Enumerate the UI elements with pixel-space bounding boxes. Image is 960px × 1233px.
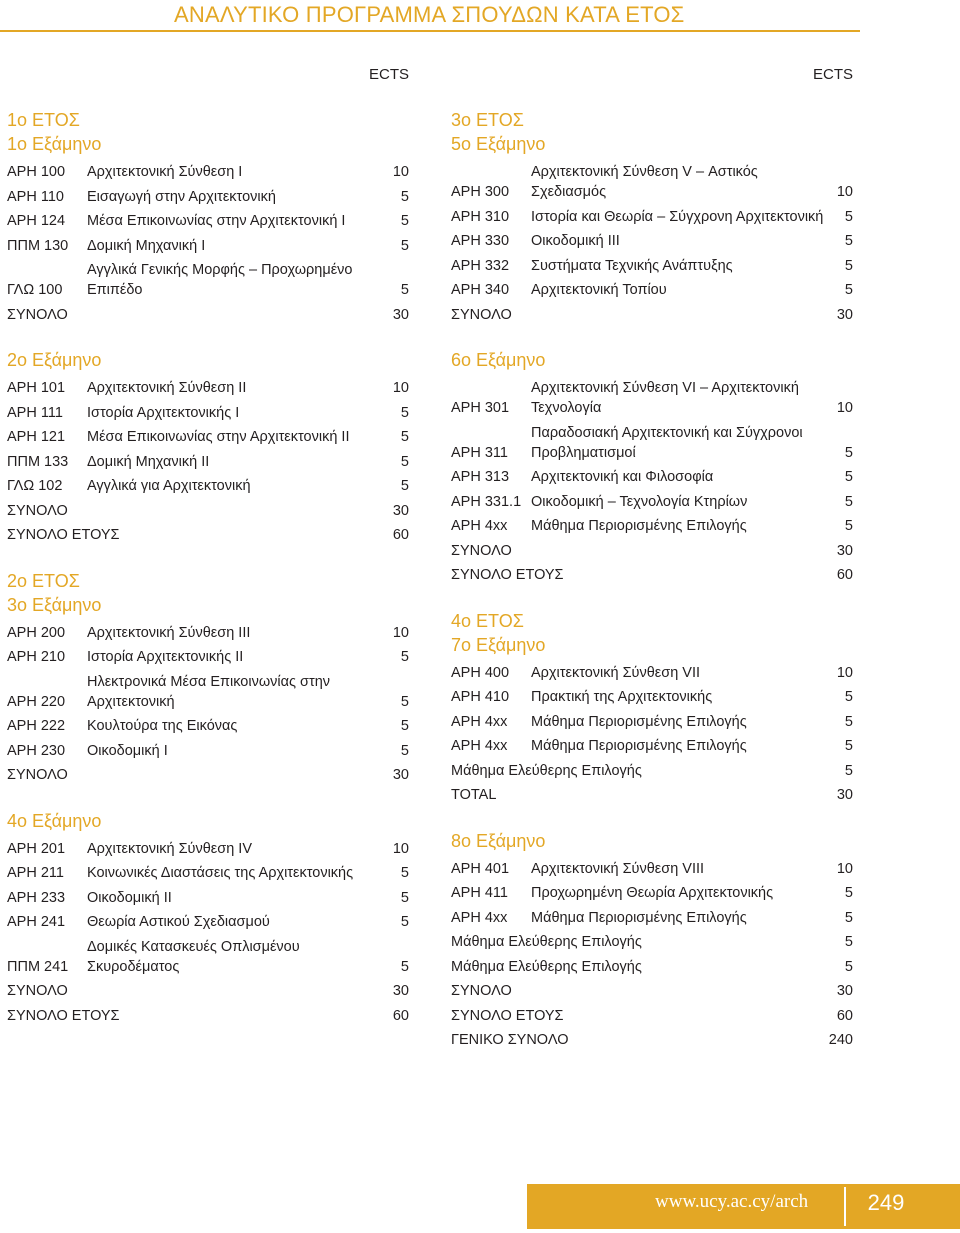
course-title: Δομικές Κατασκευές Οπλισμένου Σκυροδέματος: [87, 938, 300, 975]
course-code: ΑΡΗ 340: [451, 282, 510, 298]
course-row: [7, 474, 409, 499]
course-row: [7, 425, 409, 450]
course-code: ΑΡΗ 124: [7, 213, 66, 229]
course-row: [451, 661, 853, 686]
course-title: Μάθημα Περιορισμένης Επιλογής: [531, 518, 747, 534]
course-title: Μάθημα Περιορισμένης Επιλογής: [531, 713, 747, 730]
section-heading: 7ο Εξάμηνο: [451, 634, 546, 655]
course-title: Κουλτούρα της Εικόνας: [87, 718, 238, 734]
course-code: ΑΡΗ 121: [7, 429, 66, 445]
course-title: Αρχιτεκτονική Σύνθεση ΙΙΙ: [87, 624, 251, 641]
ects-value: 30: [392, 983, 409, 999]
section-heading: 5ο Εξάμηνο: [451, 134, 546, 154]
course-row: [451, 710, 853, 735]
left-column: [7, 108, 409, 1028]
course-title: Μάθημα Ελεύθερης Επιλογής: [451, 934, 642, 950]
course-code: ΓΛΩ 102: [7, 478, 63, 494]
ects-value: 5: [844, 885, 853, 901]
semester-section: [451, 609, 853, 808]
course-row: [451, 734, 853, 759]
course-title: Αρχιτεκτονική και Φιλοσοφία: [531, 469, 714, 485]
course-row: [7, 645, 409, 670]
course-code: ΑΡΗ 101: [7, 380, 66, 396]
ects-value: 30: [836, 787, 853, 803]
course-list: [7, 376, 409, 548]
section-heading: 3ο ΕΤΟΣ: [451, 110, 524, 130]
course-list: [7, 621, 409, 788]
course-row: [451, 490, 853, 515]
ects-value: 5: [844, 282, 853, 298]
ects-header-right: ECTS: [812, 66, 853, 83]
course-title: Αρχιτεκτονική Σύνθεση VΙΙΙ: [531, 860, 705, 877]
semester-section: [7, 348, 409, 548]
ects-value: 30: [836, 542, 853, 559]
course-title: Αρχιτεκτονική Σύνθεση ΙV: [87, 840, 253, 857]
ects-value: 5: [844, 738, 853, 754]
course-title: Αρχιτεκτονική Τοπίου: [531, 282, 667, 298]
ects-value: 5: [400, 429, 409, 445]
course-title: Οικοδομική ΙΙΙ: [531, 233, 620, 249]
ects-value: 60: [392, 527, 409, 543]
course-code: ΑΡΗ 210: [7, 649, 66, 665]
semester-section: [451, 348, 853, 588]
ects-value: 30: [392, 767, 409, 783]
total-label: ΣΥΝΟΛΟ ΕΤΟΥΣ: [451, 1007, 564, 1024]
ects-value: 5: [400, 865, 409, 881]
total-row: [7, 523, 409, 548]
ects-value: 5: [400, 237, 409, 254]
title-rule: [0, 30, 860, 32]
course-row: [7, 910, 409, 935]
ects-value: 5: [400, 213, 409, 229]
course-code: ΠΠΜ 130: [7, 237, 69, 254]
ects-value: 30: [392, 306, 409, 323]
course-title: Αγγλικά για Αρχιτεκτονική: [87, 478, 251, 494]
course-row: [7, 160, 409, 185]
course-row: [451, 955, 853, 980]
ects-value: 5: [844, 444, 853, 461]
total-row: [7, 979, 409, 1004]
ects-value: 5: [844, 233, 853, 249]
section-heading: 2ο ΕΤΟΣ: [7, 570, 80, 591]
course-code: ΑΡΗ 110: [7, 188, 64, 205]
course-list: [451, 160, 853, 327]
course-title: Μάθημα Περιορισμένης Επιλογής: [531, 909, 747, 926]
section-heading: 4ο ΕΤΟΣ: [451, 610, 524, 631]
course-row: [7, 861, 409, 886]
total-label: ΣΥΝΟΛΟ: [451, 983, 512, 999]
ects-value: 10: [836, 860, 853, 877]
total-row: [451, 783, 853, 808]
course-code: ΑΡΗ 211: [7, 865, 64, 881]
total-label: ΓΕΝΙΚΟ ΣΥΝΟΛΟ: [451, 1032, 569, 1048]
ects-value: 5: [400, 649, 409, 665]
course-code: ΑΡΗ 310: [451, 208, 510, 225]
course-row: [451, 881, 853, 906]
course-code: ΑΡΗ 401: [451, 860, 510, 877]
course-row: [451, 254, 853, 279]
course-title: Εισαγωγή στην Αρχιτεκτονική: [87, 188, 276, 205]
course-list: [451, 661, 853, 808]
course-title: Πρακτική της Αρχιτεκτονικής: [531, 689, 713, 705]
section-heading: 6ο Εξάμηνο: [451, 350, 546, 370]
course-title: Αρχιτεκτονική Σύνθεση V – Αστικός Σχεδιασμός: [531, 164, 758, 200]
course-title: Κοινωνικές Διαστάσεις της Αρχιτεκτονικής: [87, 865, 354, 881]
course-title: Αρχιτεκτονική Σύνθεση Ι: [87, 164, 243, 180]
ects-value: 30: [392, 502, 409, 519]
ects-value: 5: [400, 914, 409, 930]
total-row: [7, 499, 409, 524]
course-row: [451, 514, 853, 539]
total-row: [7, 763, 409, 788]
total-row: [451, 539, 853, 564]
course-title: Μάθημα Ελεύθερης Επιλογής: [451, 762, 642, 779]
ects-value: 60: [392, 1007, 409, 1024]
ects-value: 30: [836, 983, 853, 999]
semester-section: [7, 108, 409, 327]
semester-section: [451, 108, 853, 327]
course-code: ΑΡΗ 4xx: [451, 909, 508, 926]
course-row: [451, 205, 853, 230]
course-title: Δομική Μηχανική ΙΙ: [87, 453, 210, 470]
ects-value: 5: [400, 718, 409, 734]
ects-value: 5: [400, 889, 409, 906]
ects-value: 5: [844, 689, 853, 705]
course-row: [7, 714, 409, 739]
course-code: ΑΡΗ 4xx: [451, 518, 508, 534]
ects-value: 5: [844, 934, 853, 950]
course-row: [451, 421, 853, 466]
total-row: [7, 1004, 409, 1029]
course-row: [7, 401, 409, 426]
ects-value: 30: [836, 306, 853, 323]
course-title: Ιστορία Αρχιτεκτονικής ΙΙ: [87, 649, 244, 665]
ects-value: 10: [392, 840, 409, 857]
total-label: ΣΥΝΟΛΟ: [7, 306, 68, 323]
course-title: Μάθημα Περιορισμένης Επιλογής: [531, 738, 747, 754]
ects-value: 10: [836, 184, 853, 200]
course-row: [7, 886, 409, 911]
ects-value: 5: [400, 404, 409, 421]
section-heading: 4ο Εξάμηνο: [7, 810, 102, 831]
ects-value: 5: [844, 713, 853, 730]
ects-value: 60: [836, 567, 853, 583]
semester-section: [7, 569, 409, 788]
course-code: ΑΡΗ 111: [7, 404, 63, 421]
section-heading: 1ο Εξάμηνο: [7, 134, 102, 154]
course-row: [7, 739, 409, 764]
course-row: [7, 185, 409, 210]
ects-value: 5: [844, 909, 853, 926]
course-title: Οικοδομική ΙΙ: [87, 889, 172, 906]
ects-value: 5: [844, 958, 853, 975]
course-list: [7, 160, 409, 327]
section-heading: 1ο ΕΤΟΣ: [7, 110, 80, 130]
course-code: ΓΛΩ 100: [7, 282, 63, 298]
course-row: [451, 229, 853, 254]
total-label: ΣΥΝΟΛΟ: [7, 983, 68, 999]
ects-value: 5: [844, 469, 853, 485]
total-row: [451, 1004, 853, 1029]
course-title: Αγγλικά Γενικής Μορφής – Προχωρημένο Επιπέδο: [87, 262, 353, 298]
ects-header-left: ECTS: [368, 66, 409, 83]
course-title: Αρχιτεκτονική Σύνθεση ΙΙ: [87, 380, 247, 396]
course-title: Οικοδομική – Τεχνολογία Κτηρίων: [531, 493, 748, 510]
course-code: ΠΠΜ 241: [7, 958, 69, 975]
right-column: [451, 108, 853, 1053]
course-row: [7, 621, 409, 646]
course-code: ΑΡΗ 410: [451, 689, 510, 705]
course-code: ΑΡΗ 222: [7, 718, 66, 734]
ects-value: 10: [392, 624, 409, 641]
course-code: ΑΡΗ 313: [451, 469, 510, 485]
section-heading: 3ο Εξάμηνο: [7, 594, 102, 615]
ects-value: 60: [836, 1007, 853, 1024]
ects-value: 5: [844, 493, 853, 510]
ects-value: 10: [392, 164, 409, 180]
semester-section: [451, 829, 853, 1053]
course-code: ΑΡΗ 230: [7, 742, 66, 759]
course-row: [451, 465, 853, 490]
course-title: Παραδοσιακή Αρχιτεκτονική και Σύγχρονοι Προβληματισμοί: [531, 424, 803, 461]
ects-value: 5: [400, 478, 409, 494]
course-title: Μάθημα Ελεύθερης Επιλογής: [451, 958, 642, 975]
section-heading: 8ο Εξάμηνο: [451, 830, 546, 851]
course-code: ΑΡΗ 4xx: [451, 713, 508, 730]
ects-value: 5: [844, 208, 853, 225]
total-label: ΣΥΝΟΛΟ: [7, 502, 68, 519]
course-code: ΑΡΗ 100: [7, 164, 66, 180]
ects-value: 5: [844, 518, 853, 534]
course-row: [7, 935, 409, 980]
section-heading: 2ο Εξάμηνο: [7, 350, 102, 370]
course-row: [7, 234, 409, 259]
course-code: ΑΡΗ 201: [7, 840, 66, 857]
total-label: ΣΥΝΟΛΟ: [7, 767, 68, 783]
ects-value: 10: [392, 380, 409, 396]
course-code: ΑΡΗ 400: [451, 664, 510, 681]
course-row: [7, 670, 409, 715]
course-title: Μέσα Επικοινωνίας στην Αρχιτεκτονική ΙΙ: [87, 429, 350, 445]
course-title: Ιστορία και Θεωρία – Σύγχρονη Αρχιτεκτονική: [531, 208, 824, 225]
course-row: [451, 759, 853, 784]
course-title: Οικοδομική Ι: [87, 742, 168, 759]
page-title: ΑΝΑΛΥΤΙΚΟ ΠΡΟΓΡΑΜΜΑ ΣΠΟΥΔΩΝ ΚΑΤΑ ΕΤΟΣ: [174, 2, 685, 27]
course-code: ΑΡΗ 332: [451, 257, 510, 274]
course-row: [451, 857, 853, 882]
course-title: Αρχιτεκτονική Σύνθεση VΙ – Αρχιτεκτονική Τεχνολογία: [531, 380, 799, 416]
ects-value: 5: [844, 257, 853, 274]
ects-value: 5: [400, 693, 409, 710]
course-row: [451, 160, 853, 205]
course-code: ΑΡΗ 4xx: [451, 738, 508, 754]
footer-url[interactable]: www.ucy.ac.cy/arch: [655, 1191, 809, 1212]
course-row: [451, 685, 853, 710]
course-title: Δομική Μηχανική Ι: [87, 237, 206, 254]
course-code: ΑΡΗ 331.1: [451, 493, 522, 510]
ects-value: 240: [828, 1032, 853, 1048]
course-list: [7, 837, 409, 1029]
total-label: ΣΥΝΟΛΟ: [451, 306, 512, 323]
ects-value: 5: [400, 282, 409, 298]
course-code: ΑΡΗ 301: [451, 400, 510, 416]
course-row: [451, 906, 853, 931]
course-code: ΑΡΗ 241: [7, 914, 66, 930]
total-row: [451, 303, 853, 328]
total-label: ΣΥΝΟΛΟ: [451, 542, 512, 559]
total-row: [451, 563, 853, 588]
course-row: [7, 450, 409, 475]
total-label: ΣΥΝΟΛΟ ΕΤΟΥΣ: [451, 567, 564, 583]
total-label: TOTAL: [451, 787, 497, 803]
ects-value: 10: [836, 664, 853, 681]
course-title: Μέσα Επικοινωνίας στην Αρχιτεκτονική Ι: [87, 213, 346, 229]
course-title: Ηλεκτρονικά Μέσα Επικοινωνίας στην Αρχιτεκτονική: [87, 673, 331, 710]
course-row: [451, 376, 853, 421]
course-code: ΑΡΗ 311: [451, 444, 508, 461]
total-label: ΣΥΝΟΛΟ ΕΤΟΥΣ: [7, 527, 120, 543]
course-code: ΠΠΜ 133: [7, 453, 69, 470]
course-code: ΑΡΗ 200: [7, 624, 66, 641]
total-row: [451, 979, 853, 1004]
course-title: Συστήματα Τεχνικής Ανάπτυξης: [531, 257, 733, 274]
course-list: [451, 857, 853, 1053]
course-title: Προχωρημένη Θεωρία Αρχιτεκτονικής: [531, 885, 774, 901]
course-row: [451, 930, 853, 955]
page-number: 249: [867, 1190, 905, 1215]
course-row: [7, 837, 409, 862]
course-code: ΑΡΗ 330: [451, 233, 510, 249]
course-row: [7, 258, 409, 303]
course-title: Αρχιτεκτονική Σύνθεση VΙΙ: [531, 664, 701, 681]
ects-value: 5: [844, 762, 853, 779]
total-label: ΣΥΝΟΛΟ ΕΤΟΥΣ: [7, 1007, 120, 1024]
course-title: Ιστορία Αρχιτεκτονικής Ι: [87, 404, 240, 421]
total-row: [451, 1028, 853, 1053]
ects-value: 5: [400, 742, 409, 759]
course-row: [7, 209, 409, 234]
semester-section: [7, 809, 409, 1029]
course-code: ΑΡΗ 411: [451, 885, 508, 901]
course-row: [7, 376, 409, 401]
course-list: [451, 376, 853, 588]
ects-value: 5: [400, 188, 409, 205]
ects-value: 10: [836, 400, 853, 416]
course-row: [451, 278, 853, 303]
total-row: [7, 303, 409, 328]
course-code: ΑΡΗ 300: [451, 184, 510, 200]
ects-value: 5: [400, 453, 409, 470]
ects-value: 5: [400, 958, 409, 975]
course-title: Θεωρία Αστικού Σχεδιασμού: [87, 914, 270, 930]
course-code: ΑΡΗ 233: [7, 889, 66, 906]
course-code: ΑΡΗ 220: [7, 693, 66, 710]
